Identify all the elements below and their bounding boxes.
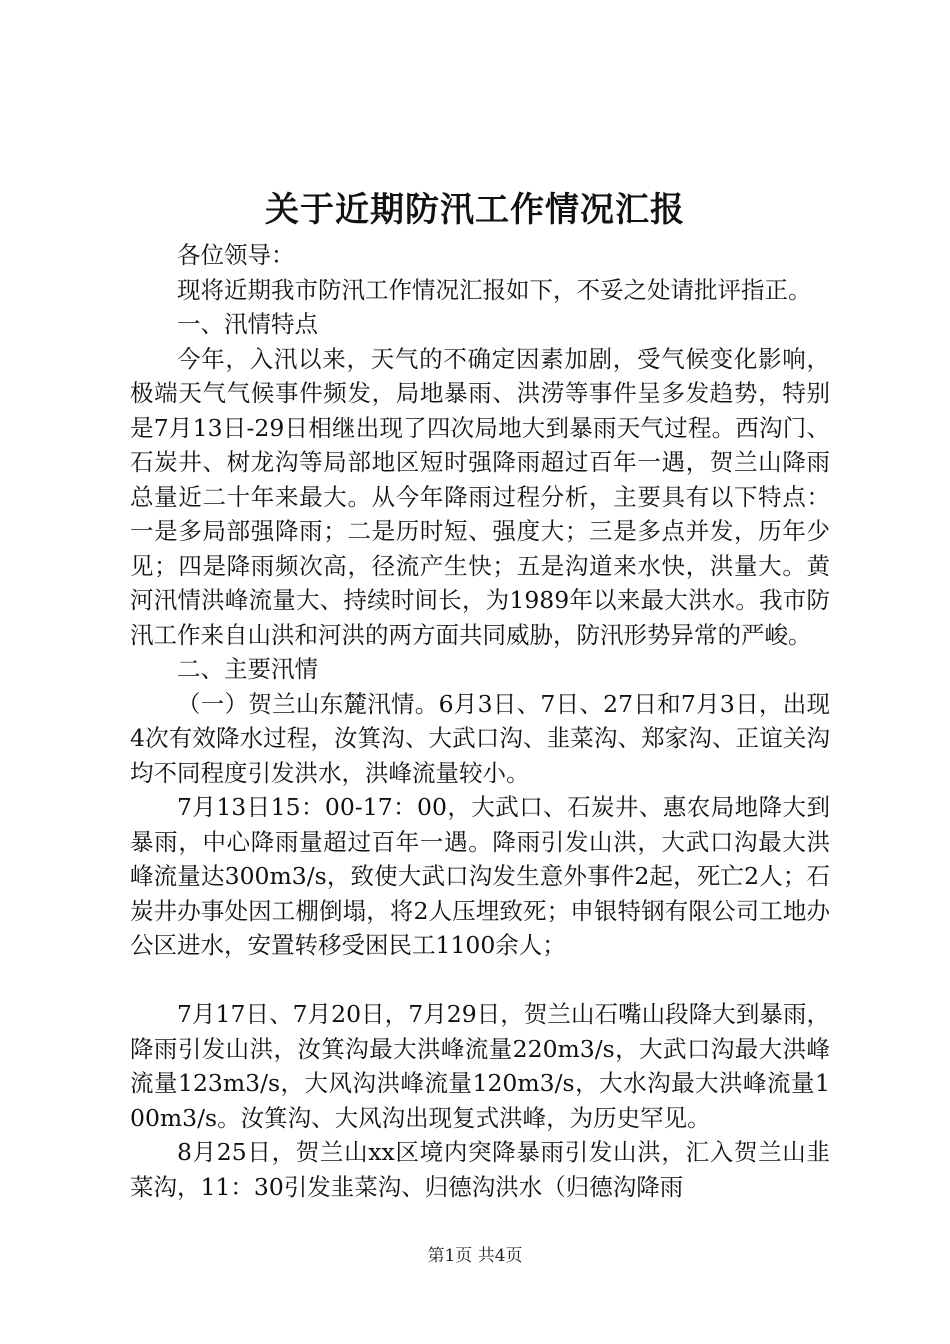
body-paragraph: 8月25日，贺兰山xx区境内突降暴雨引发山洪，汇入贺兰山韭菜沟，11：30引发韭菜沟、归德沟洪水（归德沟降雨 <box>130 1138 830 1201</box>
document-title: 关于近期防汛工作情况汇报 <box>265 190 685 230</box>
intro-paragraph: 现将近期我市防汛工作情况汇报如下，不妥之处请批评指正。 <box>177 275 812 304</box>
page-footer: 第1页 共4页 <box>427 1246 523 1266</box>
document-body <box>130 238 830 1204</box>
section-heading-2: 二、主要汛情 <box>177 655 318 683</box>
body-paragraph: 今年，入汛以来，天气的不确定因素加剧，受气候变化影响，极端天气气候事件频发，局地暴雨、洪涝等事件呈多发趋势，特别是7月13日-29日相继出现了四次局地大到暴雨天气过程。西沟门、石炭井、树龙沟等局部地区短时强降雨超过百年一遇，贺兰山降雨总量近二十年来最大。从今年降雨过程分析，主要具有以下特点：一是多局部强降雨；二是历时短、强度大；三是多点并发，历年少见；四是降雨频次高，径流产生快；五是沟道来水快，洪量大。黄河汛情洪峰流量大、持续时间长，为1989年以来最大洪水。我市防汛工作来自山洪和河洪的两方面共同威胁，防汛形势异常的严峻。 <box>130 344 830 649</box>
salutation: 各位领导： <box>177 241 295 269</box>
blank-line <box>130 963 830 998</box>
section-heading-1: 一、汛情特点 <box>177 310 318 338</box>
body-paragraph: 7月13日15：00-17：00，大武口、石炭井、惠农局地降大到暴雨，中心降雨量超过百年一遇。降雨引发山洪，大武口沟最大洪峰流量达300m3/s，致使大武口沟发生意外事件2起，死亡2人；石炭井办事处因工棚倒塌，将2人压埋致死；申银特钢有限公司工地办公区进水，安置转移受困民工1100余人； <box>130 793 830 959</box>
body-paragraph: 7月17日、7月20日，7月29日，贺兰山石嘴山段降大到暴雨，降雨引发山洪，汝箕沟最大洪峰流量220m3/s，大武口沟最大洪峰流量123m3/s，大风沟洪峰流量120m3/s，大水沟最大洪峰流量100m3/s。汝箕沟、大风沟出现复式洪峰，为历史罕见。 <box>130 1000 830 1132</box>
body-paragraph: （一）贺兰山东麓汛情。6月3日、7日、27日和7月3日，出现4次有效降水过程，汝箕沟、大武口沟、韭菜沟、郑家沟、正谊关沟均不同程度引发洪水，洪峰流量较小。 <box>130 689 830 787</box>
